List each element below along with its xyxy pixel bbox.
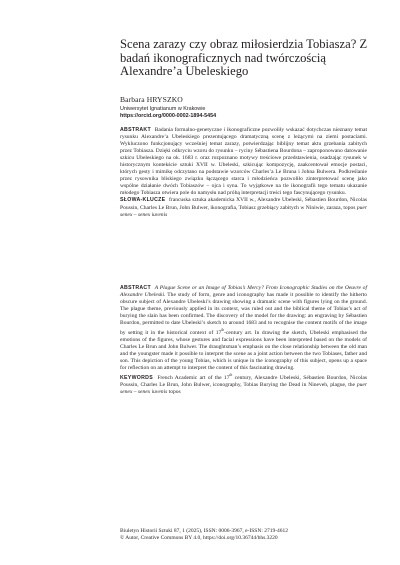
- footer-license: © Autor, Creative Commons BY 4.0, https://doi.org/10.36744/bhs.3220: [120, 535, 278, 542]
- keywords-en-label: KEYWORDS: [120, 375, 153, 382]
- orcid-link[interactable]: https://orcid.org/0000-0002-1894-5454: [120, 113, 217, 119]
- keywords-pl-italic: puer senex – senex iuvenis: [120, 204, 367, 218]
- keywords-en-text-2: century, Alexandre Ubeleski, Sébastien Bourdon, Nicolas Poussin, Charles Le Brun, John Bulwer, iconography, Tobias Burying the Dead in Nineveh, plague, the: [120, 375, 367, 389]
- abstract-pl-text: Badania formalno-genetyczne i ikonograficzne pozwoliły wskazać dotychczas nieznany temat rysunku Alexandre’a Ubeleskiego prezentującego dramatyczną scenę z leżącymi na ziemi postaciami. Wykluczono funkcjonujący wcześniej temat zarazy, potwierdzając biblijny temat aktu grzebania zabitych przez Tobiasza. Dzięki odkryciu wzoru do rysunku – ryciny Sébastiena Bourdona – zaproponowano datowanie szkicu Ubeleskiego na ok. 1683 r. oraz rozpoznano motywy treściowe przedstawienia, osadzając rysunek w historycznym kontekście sztuki XVII w. Ubeleski, szkicując kompozycję, zaakcentował emocje postaci, których gesty i mimikę odczytano na podstawie wzorców Charles’a Le Bruna i Johna Bulwera. Podkreślanie przez rysownika bliskiego związku łączącego starca i młodzieńca pozwoliło zinterpretować scenę jako wspólne działanie dwóch Tobiaszów – ojca i syna. To wyjątkowe na tle ikonografii tego tematu ukazanie młodego Tobiasza otwiera pole do namysłu nad próbą interpretacji treści tego fascynującego rysunku.: [120, 127, 367, 197]
- author-name: Barbara HRYSZKO: [120, 95, 183, 104]
- page-footer: [120, 528, 370, 542]
- abstract-en-sup: th: [221, 328, 225, 333]
- abstract-pl: [120, 127, 367, 219]
- abstract-pl-label: ABSTRAKT: [120, 127, 151, 133]
- abstract-en-label: ABSTRACT: [120, 285, 151, 291]
- keywords-en-italic: puer senex – senex iuvenis: [120, 382, 367, 396]
- author-affiliation-block: [120, 106, 216, 120]
- keywords-pl-text: francuska sztuka akademicka XVII w., Alexandre Ubeleski, Sébastien Bourdon, Nicolas Poussin, Charles Le Brun, John Bulwer, ikonografia, Tobiasz grzebiący zabitych w Niniwie, zaraza, topos: [120, 197, 367, 211]
- abstract-en-text-1: The study of form, genre and iconography has made it possible to identify the hitherto obscure subject of Alexandre Ubeleski’s drawing showing a dramatic scene with figures lying on the ground. The plague theme, previously applied in its context, was ruled out and the biblical theme of Tobias’s act of burying the slain has been confirmed. The discovery of the model for the drawing: an engraving by Sébastien Bourdon, permitted to date Ubeleski’s sketch to around 1683 and to recognise the content motifs of the image by setting it in the historical context of 17: [120, 292, 367, 337]
- author-affiliation: Uniwersytet Ignatianum w Krakowie: [120, 106, 206, 112]
- abstract-en-text-2: -century art. In drawing the sketch, Ubeleski emphasised the emotions of the figures, whose gestures and facial expressions have been interpreted based on the models of Charles Le Brun and John Bulwer. The draughtsman’s emphasis on the close relationship between the old man and the youngster made it possible to interpret the scene as a joint action between the two Tobiases, father and son. This depiction of the young Tobias, which is unique in the iconography of this subject, opens up a space for reflection on an attempt to interpret the content of this fascinating drawing.: [120, 330, 367, 372]
- abstract-en-title: A Plague Scene or an Image of Tobias’s Mercy? From Iconographic Studies on the Oeuvre of Alexandre Ubeleski.: [120, 285, 368, 299]
- keywords-pl-label: SŁOWA-KLUCZE: [120, 197, 166, 204]
- footer-citation: Biuletyn Historii Sztuki 87, 1 (2025), ISSN: 0006-3967, e-ISSN: 2719-4612: [120, 528, 289, 534]
- article-title: Scena zarazy czy obraz miłosierdzia Tobiasza? Z badań ikonograficznych nad twórczością Alexandre’a Ubeleskiego: [120, 37, 368, 79]
- keywords-en-sup: th: [229, 373, 233, 378]
- keywords-en-text-1: French Academic art of the 17: [157, 375, 230, 382]
- abstract-en: [120, 285, 367, 396]
- keywords-en-text-3: topos: [167, 389, 181, 396]
